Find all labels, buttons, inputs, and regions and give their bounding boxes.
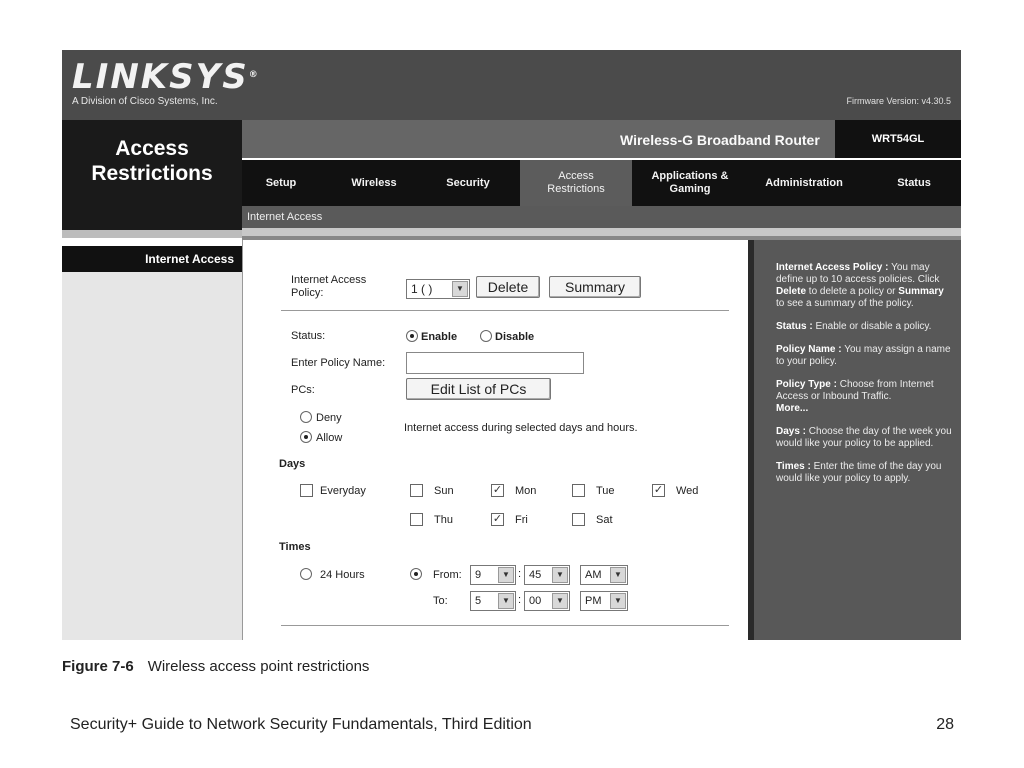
to-label: To:	[433, 595, 448, 607]
linksys-logo	[72, 57, 260, 97]
page-title-line2: Restrictions	[91, 162, 213, 185]
policy-select[interactable]	[406, 279, 470, 299]
help-policy	[776, 262, 953, 310]
chevron-down-icon: ▼	[610, 567, 626, 583]
help-policy-name-text: You may assign a name to your policy.	[776, 344, 951, 367]
from-hour-select[interactable]	[470, 565, 516, 585]
allow-label: Allow	[316, 432, 343, 444]
chevron-down-icon: ▼	[552, 567, 568, 583]
help-policy-text: You may define up to 10 access policies. Click	[776, 262, 940, 285]
tab-access-restrictions[interactable]	[520, 160, 632, 206]
chevron-down-icon: ▼	[498, 593, 514, 609]
help-days-title: Days :	[776, 426, 807, 437]
product-band	[242, 120, 961, 158]
tab-access-restrictions-label: Access Restrictions	[547, 170, 605, 195]
help-policy-type	[776, 379, 953, 415]
help-times-text: Enter the time of the day you would like your policy to apply.	[776, 461, 942, 484]
form-bottom-divider	[281, 625, 729, 626]
policy-name-label: Enter Policy Name:	[291, 357, 386, 369]
chevron-down-icon: ▼	[452, 281, 468, 297]
firmware-version: Firmware Version: v4.30.5	[846, 96, 951, 106]
help-times-title: Times :	[776, 461, 811, 472]
figure-caption	[62, 658, 369, 675]
wed-checkbox[interactable]: ✓	[653, 484, 664, 496]
from-radio[interactable]	[410, 568, 422, 580]
model-name: WRT54GL	[835, 120, 961, 158]
help-policy-title: Internet Access Policy :	[776, 262, 889, 273]
policy-select-value: 1 ( )	[411, 282, 433, 296]
thu-label: Thu	[434, 514, 453, 526]
from-minute-value: 45	[529, 569, 542, 581]
wed-label: Wed	[676, 485, 699, 497]
everyday-checkbox[interactable]	[300, 484, 313, 497]
router-header	[62, 50, 961, 120]
disable-label: Disable	[495, 331, 535, 343]
tue-label: Tue	[596, 485, 615, 497]
tab-applications-gaming-label: Applications & Gaming	[651, 170, 729, 195]
from-ampm-select[interactable]	[580, 565, 628, 585]
to-hour-select[interactable]	[470, 591, 516, 611]
help-status-text: Enable or disable a policy.	[815, 321, 932, 332]
sat-checkbox[interactable]	[572, 513, 585, 526]
left-nav-internet-access[interactable]: Internet Access	[62, 246, 242, 272]
chevron-down-icon: ▼	[552, 593, 568, 609]
help-policy-type-text: Choose from Internet Access or Inbound Traffic.	[776, 379, 934, 402]
hours24-radio[interactable]	[300, 568, 312, 580]
page-title	[62, 136, 242, 186]
help-summary-word: Summary	[898, 286, 944, 297]
disable-radio[interactable]	[480, 330, 492, 342]
help-policy-name-title: Policy Name :	[776, 344, 842, 355]
from-minute-select[interactable]	[524, 565, 570, 585]
help-panel	[748, 240, 961, 640]
from-ampm-value: AM	[585, 569, 602, 581]
fri-label: Fri	[515, 514, 528, 526]
status-label: Status:	[291, 330, 326, 342]
help-status-title: Status :	[776, 321, 813, 332]
sun-checkbox[interactable]	[410, 484, 423, 497]
help-policy-name	[776, 344, 953, 368]
subnav-divider	[242, 228, 961, 236]
from-hour-value: 9	[475, 569, 482, 581]
page-title-line1: Access	[115, 137, 189, 160]
time-colon: :	[518, 568, 522, 580]
chevron-down-icon: ▼	[498, 567, 514, 583]
deny-radio[interactable]	[300, 411, 312, 423]
summary-button[interactable]: Summary	[549, 276, 641, 298]
router-screenshot	[62, 50, 961, 640]
form-divider	[281, 310, 729, 311]
times-heading: Times	[279, 541, 311, 553]
product-name: Wireless-G Broadband Router	[620, 132, 820, 148]
time-colon: :	[518, 594, 522, 606]
page-number: 28	[936, 716, 954, 733]
chevron-down-icon: ▼	[610, 593, 626, 609]
tab-status[interactable]: Status	[897, 176, 931, 189]
tab-setup[interactable]: Setup	[265, 176, 297, 189]
help-more-link[interactable]: More...	[776, 403, 809, 414]
enable-label: Enable	[421, 331, 458, 343]
help-policy-text3: to see a summary of the policy.	[776, 298, 914, 309]
from-label: From:	[433, 569, 462, 581]
registered-mark: ®	[248, 70, 260, 80]
policy-label: Internet Access Policy:	[291, 274, 367, 299]
allow-radio[interactable]	[300, 431, 312, 443]
tab-security[interactable]: Security	[446, 176, 490, 189]
policy-name-input[interactable]	[406, 352, 584, 374]
delete-button[interactable]: Delete	[476, 276, 540, 298]
help-policy-text2: to delete a policy or	[806, 286, 899, 297]
to-minute-value: 00	[529, 595, 542, 607]
tab-wireless[interactable]: Wireless	[351, 176, 397, 189]
figure-text: Wireless access point restrictions	[147, 658, 370, 675]
policy-form	[242, 240, 747, 640]
hours24-label: 24 Hours	[320, 569, 365, 581]
mon-label: Mon	[515, 485, 537, 497]
edit-pcs-button[interactable]: Edit List of PCs	[406, 378, 551, 400]
to-hour-value: 5	[475, 595, 482, 607]
logo-text: LINKSYS	[72, 57, 249, 97]
access-note: Internet access during selected days and hours.	[404, 422, 638, 434]
help-delete-word: Delete	[776, 286, 807, 297]
sat-label: Sat	[596, 514, 613, 526]
book-title-footer: Security+ Guide to Network Security Fundamentals, Third Edition	[70, 716, 532, 733]
help-days-text: Choose the day of the week you would like your policy to be applied.	[776, 426, 952, 449]
deny-label: Deny	[316, 412, 342, 424]
days-heading: Days	[279, 458, 306, 470]
tab-administration[interactable]: Administration	[765, 176, 843, 189]
mon-checkbox[interactable]: ✓	[492, 484, 503, 496]
enable-radio[interactable]	[406, 330, 418, 342]
fri-checkbox[interactable]: ✓	[492, 513, 503, 525]
everyday-label: Everyday	[320, 485, 366, 497]
left-fill	[62, 272, 242, 640]
help-status	[776, 321, 953, 333]
help-times	[776, 461, 953, 485]
main-tabs	[242, 160, 961, 206]
help-days	[776, 426, 953, 450]
subtab-internet-access[interactable]: Internet Access	[242, 206, 961, 228]
pcs-label: PCs:	[291, 384, 315, 396]
sun-label: Sun	[434, 485, 454, 497]
figure-number: Figure 7-6	[62, 658, 134, 675]
to-ampm-value: PM	[585, 595, 602, 607]
tue-checkbox[interactable]	[572, 484, 585, 497]
help-policy-type-title: Policy Type :	[776, 379, 837, 390]
logo-subtitle: A Division of Cisco Systems, Inc.	[72, 96, 218, 107]
thu-checkbox[interactable]	[410, 513, 423, 526]
to-minute-select[interactable]	[524, 591, 570, 611]
to-ampm-select[interactable]	[580, 591, 628, 611]
left-divider	[62, 230, 242, 238]
tab-applications-gaming[interactable]	[638, 160, 742, 206]
